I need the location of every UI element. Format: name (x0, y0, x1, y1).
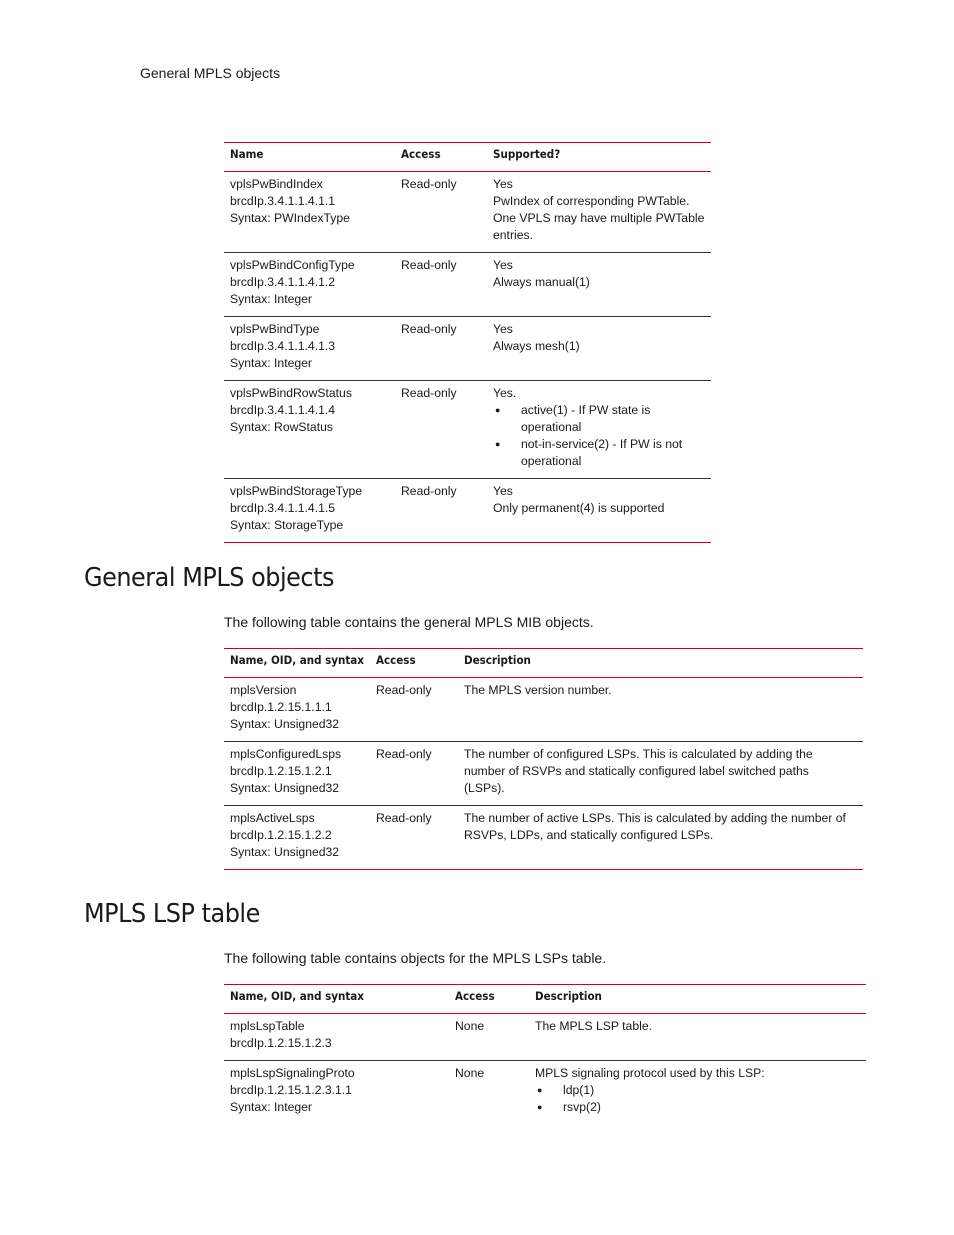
object-oid: brcdIp.1.2.15.1.1.1 (230, 700, 332, 714)
list-item (535, 1082, 860, 1099)
list-item (493, 436, 705, 470)
name-oid-syntax-cell (224, 1061, 449, 1125)
table-row (224, 479, 711, 543)
mpls-lsp-table (224, 984, 866, 1124)
access-cell: Read-only (395, 253, 487, 317)
name-oid-syntax-cell (224, 1014, 449, 1061)
object-name: mplsActiveLsps (230, 811, 315, 825)
list-item (493, 402, 705, 436)
supported-value: Yes (493, 177, 513, 191)
object-name: vplsPwBindStorageType (230, 484, 363, 498)
table-header-row (224, 649, 863, 678)
object-oid: brcdIp.1.2.15.1.2.2 (230, 828, 332, 842)
object-syntax: Syntax: PWIndexType (230, 211, 350, 225)
supported-cell (487, 253, 711, 317)
section-title-mpls-lsp-table: MPLS LSP table (84, 899, 260, 929)
column-header-access: Access (395, 143, 487, 172)
description-cell (458, 806, 863, 870)
object-name: vplsPwBindConfigType (230, 258, 355, 272)
name-oid-syntax-cell (224, 172, 395, 253)
description-line: One VPLS may have multiple PWTable (493, 211, 705, 225)
object-oid: brcdIp.1.2.15.1.2.3 (230, 1036, 332, 1050)
description-cell (458, 742, 863, 806)
bullet-text: ldp(1) (563, 1083, 595, 1097)
object-name: vplsPwBindIndex (230, 177, 323, 191)
access-cell: None (455, 1066, 485, 1080)
running-header: General MPLS objects (140, 65, 281, 81)
description-cell (458, 678, 863, 742)
general-mpls-table (224, 648, 863, 870)
supported-cell (487, 317, 711, 381)
object-name: vplsPwBindType (230, 322, 320, 336)
object-syntax: Syntax: Unsigned32 (230, 845, 340, 859)
supported-value: Yes (493, 258, 513, 272)
object-name: mplsLspTable (230, 1019, 305, 1033)
section-intro-general-mpls: The following table contains the general MPLS MIB objects. (224, 614, 594, 630)
column-header-name: Name (224, 143, 395, 172)
name-oid-syntax-cell (224, 479, 395, 543)
description-line: The MPLS version number. (464, 683, 612, 697)
description-line: The number of configured LSPs. This is calculated by adding the (464, 747, 813, 761)
column-header-access: Access (370, 649, 458, 678)
name-oid-syntax-cell (224, 317, 395, 381)
section-intro-mpls-lsp-table: The following table contains objects for the MPLS LSPs table. (224, 950, 607, 966)
description-cell (529, 1014, 866, 1061)
object-syntax: Syntax: Unsigned32 (230, 717, 340, 731)
table-header-row (224, 143, 711, 172)
supported-cell (487, 479, 711, 543)
name-oid-syntax-cell (224, 253, 395, 317)
supported-cell (487, 381, 711, 479)
access-cell: Read-only (395, 479, 487, 543)
description-line: (LSPs). (464, 781, 505, 795)
vpls-pw-bind-table (224, 142, 711, 543)
object-syntax: Syntax: Unsigned32 (230, 781, 340, 795)
bullet-text: operational (521, 454, 582, 468)
section-title-general-mpls: General MPLS objects (84, 563, 335, 593)
description-line: entries. (493, 228, 533, 242)
object-oid: brcdIp.3.4.1.1.4.1.2 (230, 275, 336, 289)
description-line: Only permanent(4) is supported (493, 501, 665, 515)
object-oid: brcdIp.3.4.1.1.4.1.3 (230, 339, 336, 353)
object-name: mplsConfiguredLsps (230, 747, 342, 761)
description-cell (529, 1061, 866, 1125)
table-row (224, 253, 711, 317)
table-row (224, 172, 711, 253)
object-oid: brcdIp.3.4.1.1.4.1.5 (230, 501, 336, 515)
access-cell: Read-only (370, 806, 458, 870)
table-row (224, 317, 711, 381)
description-line: Always mesh(1) (493, 339, 580, 353)
access-cell: Read-only (395, 381, 487, 479)
object-syntax: Syntax: StorageType (230, 518, 344, 532)
access-cell: Read-only (395, 172, 487, 253)
supported-value: Yes (493, 484, 513, 498)
supported-value: Yes. (493, 386, 517, 400)
access-cell: Read-only (370, 742, 458, 806)
description-line: The MPLS LSP table. (535, 1019, 652, 1033)
object-syntax: Syntax: RowStatus (230, 420, 333, 434)
list-item (535, 1099, 860, 1116)
bullet-text: ● not-in-service(2) - If PW is not (521, 437, 683, 451)
object-oid: brcdIp.3.4.1.1.4.1.4 (230, 403, 336, 417)
table-row (224, 806, 863, 870)
description-line: PwIndex of corresponding PWTable. (493, 194, 690, 208)
object-oid: brcdIp.1.2.15.1.2.3.1.1 (230, 1083, 352, 1097)
table-header-row (224, 985, 866, 1014)
object-oid: brcdIp.1.2.15.1.2.1 (230, 764, 332, 778)
name-oid-syntax-cell (224, 381, 395, 479)
object-syntax: Syntax: Integer (230, 292, 312, 306)
name-oid-syntax-cell (224, 742, 370, 806)
name-oid-syntax-cell (224, 678, 370, 742)
bullet-text: rsvp(2) (563, 1100, 601, 1114)
description-line: Always manual(1) (493, 275, 590, 289)
bullet-list (535, 1082, 860, 1116)
description-line: MPLS signaling protocol used by this LSP: (535, 1066, 765, 1080)
object-oid: brcdIp.3.4.1.1.4.1.1 (230, 194, 336, 208)
table-row (224, 678, 863, 742)
bullet-list (493, 402, 705, 470)
name-oid-syntax-cell (224, 806, 370, 870)
description-line: number of RSVPs and statically configured label switched paths (464, 764, 809, 778)
table-row (224, 1061, 866, 1125)
supported-cell (487, 172, 711, 253)
column-header-name-oid-syntax: Name, OID, and syntax (224, 649, 370, 678)
description-line: The number of active LSPs. This is calculated by adding the number of (464, 811, 846, 825)
object-syntax: Syntax: Integer (230, 356, 312, 370)
access-cell: None (449, 1014, 529, 1061)
column-header-name-oid-syntax: Name, OID, and syntax (224, 985, 449, 1014)
column-header-description: Description (458, 649, 863, 678)
column-header-supported: Supported? (487, 143, 711, 172)
column-header-description: Description (529, 985, 866, 1014)
object-name: mplsLspSignalingProto (230, 1066, 355, 1080)
table-row (224, 1014, 866, 1061)
access-cell: Read-only (395, 317, 487, 381)
bullet-text: ● active(1) - If PW state is (521, 403, 651, 417)
column-header-access: Access (449, 985, 529, 1014)
description-line: RSVPs, LDPs, and statically configured LSPs. (464, 828, 714, 842)
object-name: vplsPwBindRowStatus (230, 386, 352, 400)
object-syntax: Syntax: Integer (230, 1100, 312, 1114)
supported-value: Yes (493, 322, 513, 336)
table-row (224, 742, 863, 806)
bullet-text: operational (521, 420, 582, 434)
table-row (224, 381, 711, 479)
object-name: mplsVersion (230, 683, 297, 697)
access-cell: Read-only (370, 678, 458, 742)
